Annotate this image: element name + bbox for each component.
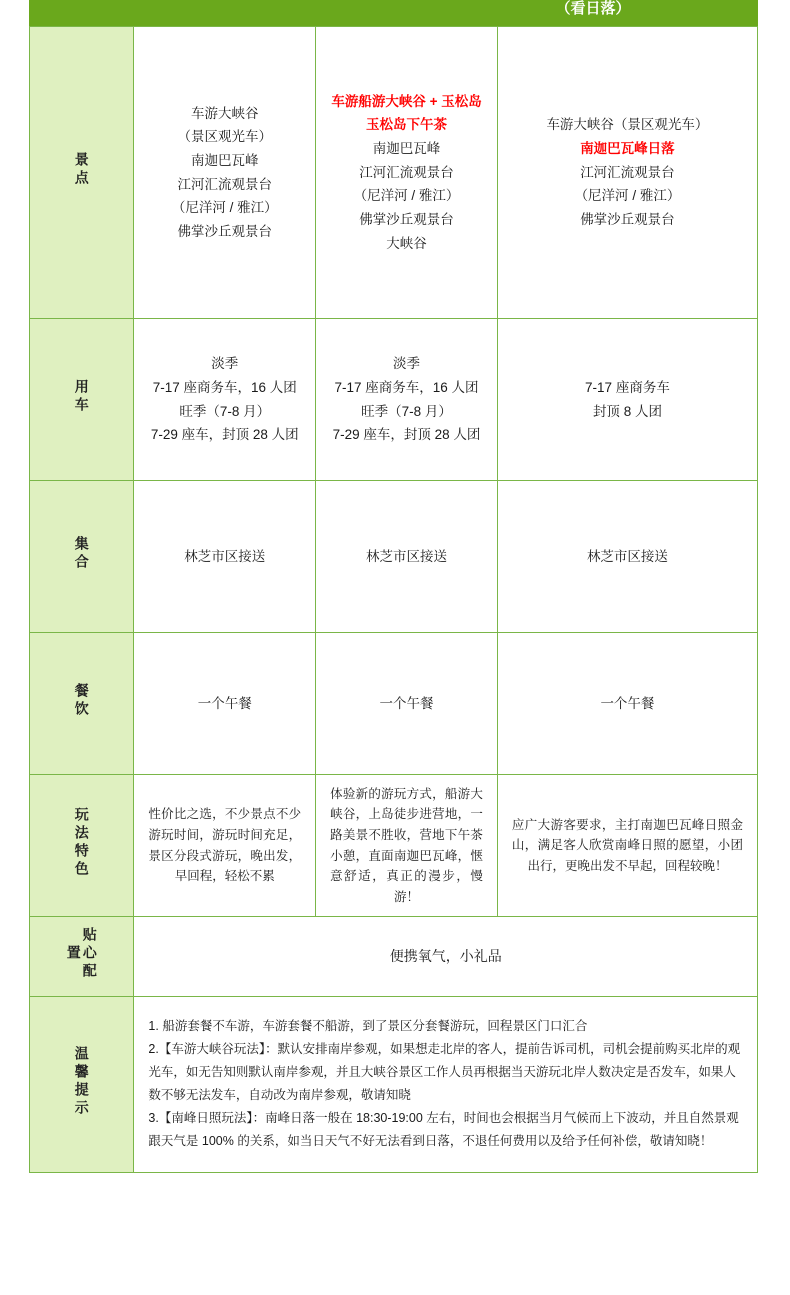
- table-row-gift: [30, 917, 758, 997]
- attraction-line: 江河汇流观景台: [580, 164, 675, 180]
- product-comparison-table: [29, 26, 758, 1173]
- row-label-tips: [30, 996, 134, 1172]
- tips-paragraph: 3.【南峰日照玩法】：南峰日落一般在 18:30-19:00 左右，时间也会根据当月气候而上下波动，并且自然景观跟天气是 100% 的关系，如当日天气不好无法看到日落，不退任何费用以及给予任何补偿，敬请知晓！: [148, 1111, 739, 1149]
- features-cell-plan-a: [134, 775, 316, 917]
- row-label-features: [30, 775, 134, 917]
- row-label-meal-text: 餐饮: [73, 683, 90, 720]
- meeting-cell-plan-c: [497, 481, 757, 633]
- attraction-line: 江河汇流观景台: [177, 176, 273, 192]
- vehicle-cell-plan-a: [134, 319, 316, 481]
- attraction-line: （尼洋河 / 雅江）: [353, 188, 460, 204]
- attraction-line: 南迦巴瓦峰: [191, 152, 259, 168]
- vehicle-line: 7-17 座商务车，16 人团: [334, 379, 479, 395]
- attraction-line: 车游大峡谷: [191, 105, 259, 121]
- attraction-line: 车游大峡谷（景区观光车）: [546, 117, 709, 133]
- attraction-line: （尼洋河 / 雅江）: [574, 188, 681, 204]
- meal-cell-plan-c: [497, 633, 757, 775]
- table-row-meal: [30, 633, 758, 775]
- attraction-line: 佛掌沙丘观景台: [580, 211, 675, 227]
- attractions-cell-plan-c: [497, 27, 757, 319]
- tips-cell: [134, 996, 758, 1172]
- row-label-attractions-text: 景点: [73, 152, 90, 189]
- meeting-line: 林芝市区接送: [586, 548, 668, 564]
- row-label-vehicle: [30, 319, 134, 481]
- row-label-attractions: [30, 27, 134, 319]
- tips-paragraph: 1. 船游套餐不车游，车游套餐不船游，到了景区分套餐游玩，回程景区门口汇合: [148, 1018, 588, 1033]
- meal-cell-plan-b: [316, 633, 498, 775]
- header-band: [29, 0, 758, 26]
- vehicle-line: 7-29 座车，封顶 28 人团: [150, 427, 299, 443]
- gift-text: 便携氧气，小礼品: [389, 948, 502, 964]
- features-text: 应广大游客要求，主打南迦巴瓦峰日照金山，满足客人欣赏南峰日照的愿望，小团出行，更晚出发不早起，回程较晚！: [511, 817, 743, 873]
- header-title: （看日落）: [555, 0, 631, 17]
- attraction-line: 佛掌沙丘观景台: [177, 223, 273, 239]
- vehicle-line: 旺季（7-8 月）: [179, 403, 271, 419]
- attraction-line: 南迦巴瓦峰: [372, 141, 441, 157]
- meal-line: 一个午餐: [600, 695, 655, 711]
- row-label-vehicle-text: 用车: [73, 379, 90, 416]
- attraction-line: 江河汇流观景台: [359, 164, 454, 180]
- row-label-gift-text: 贴心配置: [65, 927, 98, 981]
- meal-cell-plan-a: [134, 633, 316, 775]
- attractions-cell-plan-b: [316, 27, 498, 319]
- vehicle-cell-plan-b: [316, 319, 498, 481]
- meal-line: 一个午餐: [379, 695, 434, 711]
- row-label-gift: [30, 917, 134, 997]
- meeting-cell-plan-b: [316, 481, 498, 633]
- row-label-meeting-text: 集合: [73, 536, 90, 573]
- features-text: 体验新的游玩方式，船游大峡谷，上岛徒步进营地，一路美景不胜收，营地下午茶小憩，直面南迦巴瓦峰，惬意舒适，真正的漫步，慢游！: [330, 786, 483, 904]
- row-label-meal: [30, 633, 134, 775]
- vehicle-line: 7-29 座车，封顶 28 人团: [332, 427, 481, 443]
- attraction-line: （尼洋河 / 雅江）: [171, 200, 278, 216]
- table-row-attractions: [30, 27, 758, 319]
- vehicle-line: 7-17 座商务车: [585, 379, 670, 395]
- attraction-line: 大峡谷: [386, 235, 427, 251]
- attraction-line: （景区观光车）: [177, 129, 273, 145]
- gift-cell: [134, 917, 758, 997]
- vehicle-line: 7-17 座商务车，16 人团: [152, 379, 297, 395]
- meeting-line: 林芝市区接送: [366, 548, 448, 564]
- features-text: 性价比之选，不少景点不少游玩时间，游玩时间充足，景区分段式游玩，晚出发，早回程，轻松不累: [148, 807, 302, 884]
- attraction-line-highlight: 南迦巴瓦峰日落: [580, 141, 675, 157]
- features-cell-plan-b: [316, 775, 498, 917]
- meal-line: 一个午餐: [197, 695, 252, 711]
- attraction-line: 佛掌沙丘观景台: [359, 211, 454, 227]
- row-label-tips-text: 温馨提示: [73, 1045, 90, 1118]
- vehicle-line: 封顶 8 人团: [592, 403, 662, 419]
- attractions-cell-plan-a: [134, 27, 316, 319]
- attraction-line-highlight: 玉松岛下午茶: [366, 117, 448, 133]
- vehicle-line: 旺季（7-8 月）: [361, 403, 452, 419]
- table-row-features: [30, 775, 758, 917]
- attraction-line-highlight: 车游船游大峡谷 + 玉松岛: [331, 93, 482, 109]
- row-label-features-text: 玩法特色: [73, 807, 90, 880]
- row-label-meeting: [30, 481, 134, 633]
- features-cell-plan-c: [497, 775, 757, 917]
- meeting-line: 林芝市区接送: [184, 548, 266, 564]
- vehicle-line: 淡季: [393, 356, 421, 372]
- tips-paragraph: 2.【车游大峡谷玩法】：默认安排南岸参观，如果想走北岸的客人，提前告诉司机，司机会提前购买北岸的观光车，如无告知则默认南岸参观，并且大峡谷景区工作人员再根据当天游玩北岸人数决定是否发车，如果人数不够无法发车，自动改为南岸参观，敬请知晓: [148, 1041, 741, 1102]
- meeting-cell-plan-a: [134, 481, 316, 633]
- table-row-vehicle: [30, 319, 758, 481]
- table-row-meeting: [30, 481, 758, 633]
- vehicle-line: 淡季: [211, 356, 239, 372]
- vehicle-cell-plan-c: [497, 319, 757, 481]
- table-row-tips: [30, 996, 758, 1172]
